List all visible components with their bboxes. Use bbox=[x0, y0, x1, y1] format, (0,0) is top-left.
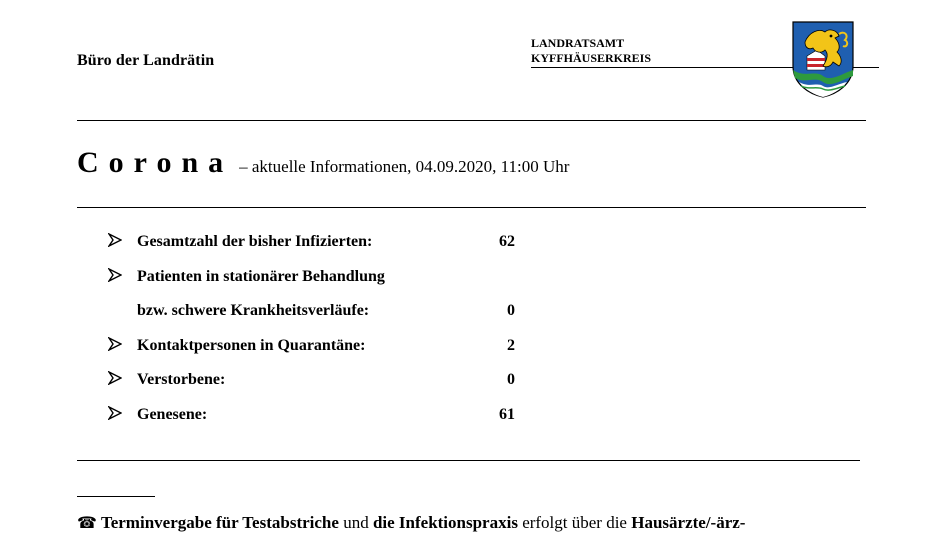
title-rule bbox=[77, 207, 866, 208]
arrow-bullet-icon bbox=[108, 406, 122, 420]
footer-part-1: Terminvergabe für Testabstriche bbox=[100, 513, 339, 532]
arrow-bullet-icon bbox=[108, 268, 122, 282]
stat-value: 61 bbox=[499, 405, 515, 423]
list-item bbox=[108, 334, 528, 369]
authority-name bbox=[531, 36, 651, 66]
list-item bbox=[108, 368, 528, 403]
stat-value: 2 bbox=[507, 336, 515, 354]
list-item bbox=[108, 230, 528, 265]
stat-label: Gesamtzahl der bisher Infizierten: bbox=[137, 233, 373, 250]
list-item bbox=[108, 265, 528, 300]
page-title: Corona bbox=[77, 146, 234, 179]
stat-label: Genesene: bbox=[137, 405, 208, 423]
arrow-bullet-icon bbox=[108, 233, 122, 247]
office-name: Büro der Landrätin bbox=[77, 52, 215, 69]
stat-label: Kontaktpersonen in Quarantäne: bbox=[137, 336, 366, 354]
footer-part-5: Hausärzte/-ärz- bbox=[631, 513, 746, 532]
stat-value: 0 bbox=[507, 371, 515, 388]
footer-part-3: die Infektionspraxis bbox=[372, 513, 518, 532]
footer-part-4: erfolgt über die bbox=[517, 513, 632, 532]
footer-text bbox=[77, 513, 745, 533]
footnote-rule bbox=[77, 496, 155, 497]
header-rule bbox=[77, 120, 866, 121]
page-subtitle: – aktuelle Informationen, 04.09.2020, 11:00 Uhr bbox=[239, 157, 570, 176]
stat-label: Verstorbene: bbox=[137, 371, 226, 388]
statistics-list bbox=[108, 230, 528, 437]
stat-value: 62 bbox=[499, 233, 515, 250]
coat-of-arms-icon bbox=[791, 20, 855, 98]
list-item bbox=[108, 299, 528, 334]
title-row bbox=[77, 146, 569, 180]
stat-value: 0 bbox=[507, 302, 515, 319]
telephone-icon: ☎ bbox=[77, 513, 97, 532]
arrow-bullet-icon bbox=[108, 337, 122, 351]
stat-label: Patienten in stationärer Behandlung bbox=[137, 267, 385, 285]
statistics-rule bbox=[77, 460, 860, 461]
arrow-bullet-icon bbox=[108, 371, 122, 385]
footer-part-2: und bbox=[338, 513, 373, 532]
stat-label: bzw. schwere Krankheitsverläufe: bbox=[137, 302, 370, 319]
authority-line-2: KYFFHÄUSERKREIS bbox=[531, 51, 652, 65]
list-item bbox=[108, 403, 528, 438]
authority-line-1: LANDRATSAMT bbox=[531, 36, 625, 50]
